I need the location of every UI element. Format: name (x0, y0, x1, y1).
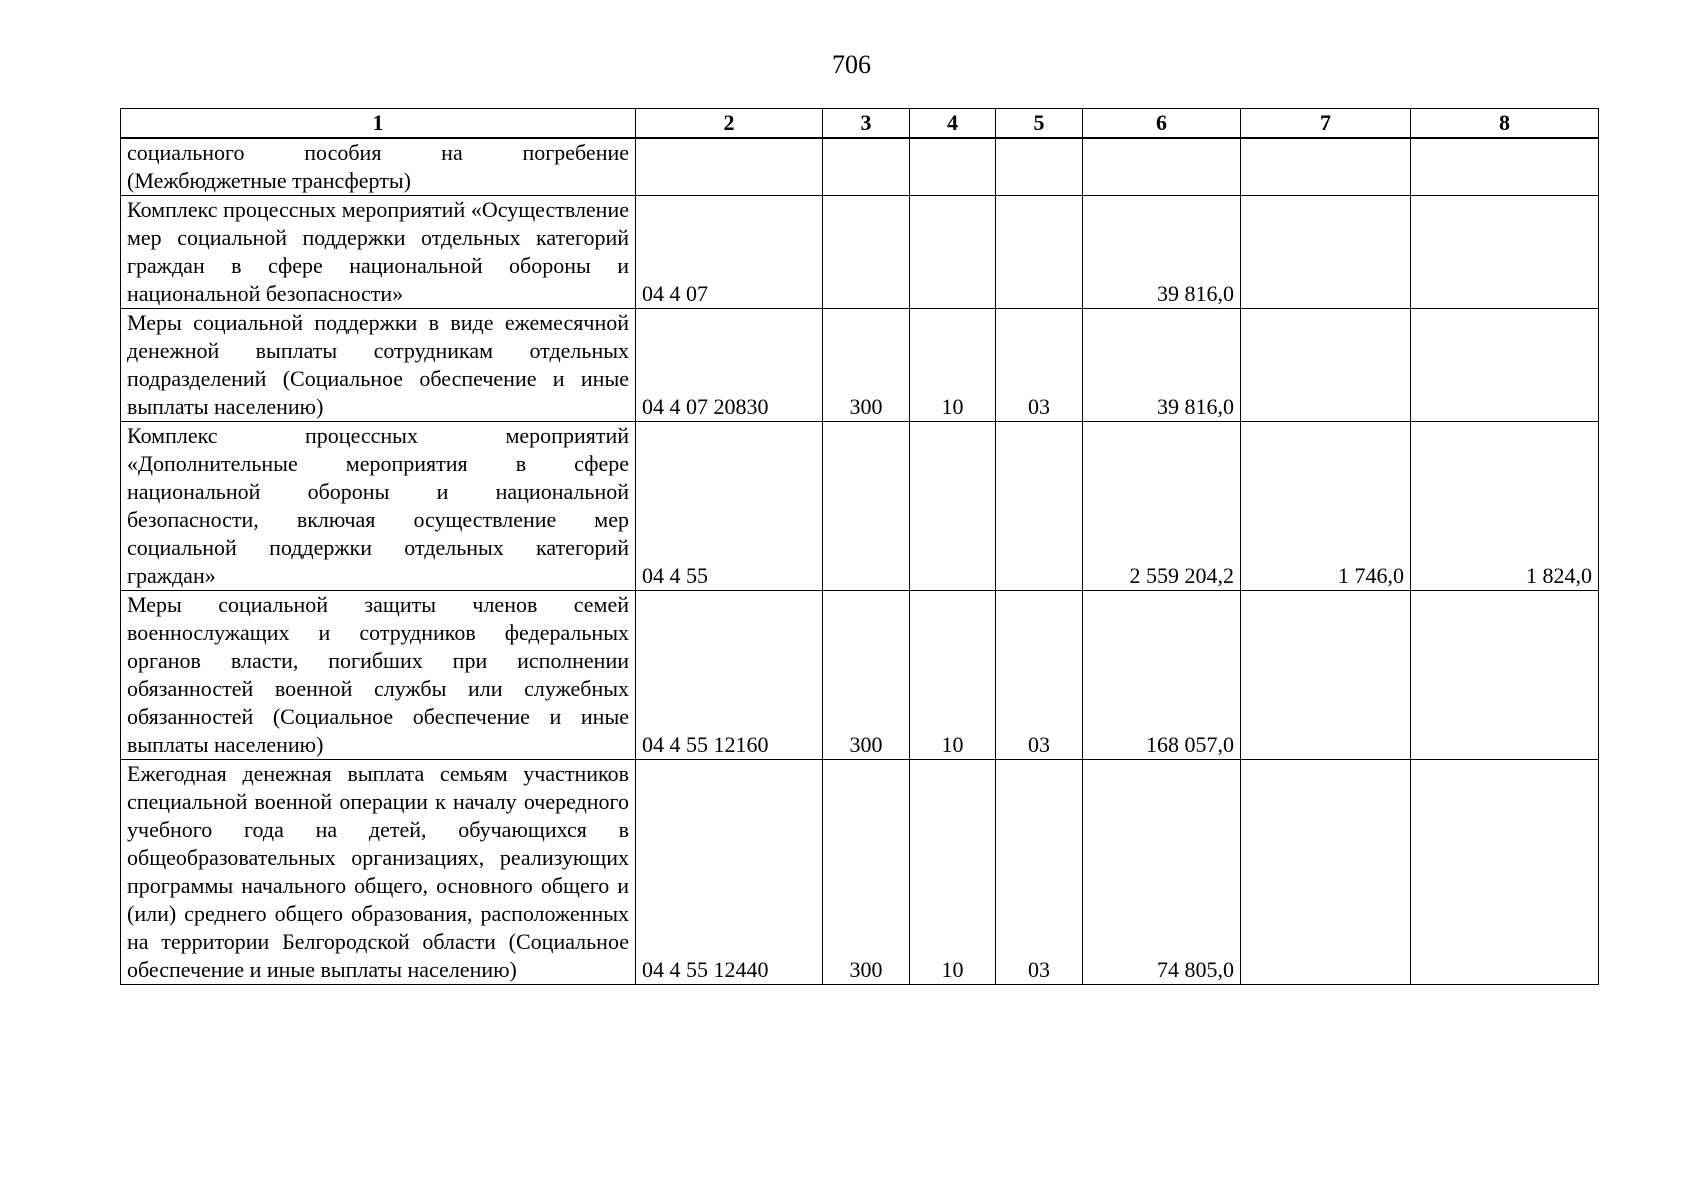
header-col-4: 4 (910, 109, 996, 139)
row-sum-1: 39 816,0 (1083, 196, 1241, 309)
row-sum-2 (1241, 309, 1411, 422)
row-name: Меры социальной защиты членов семей военнослужащих и сотрудников федеральных органов власти, погибших при исполнении обязанностей военной службы или служебных обязанностей (Социальное обеспечение и иные выплаты населению) (121, 591, 636, 760)
row-sum-3 (1411, 196, 1599, 309)
row-pr (996, 196, 1083, 309)
row-sum-1 (1083, 138, 1241, 196)
row-rz: 10 (910, 591, 996, 760)
row-sum-2 (1241, 196, 1411, 309)
table-row (121, 309, 1599, 422)
header-col-8: 8 (1411, 109, 1599, 139)
row-pr (996, 138, 1083, 196)
table-row (121, 591, 1599, 760)
row-name: Комплекс процессных мероприятий «Осуществление мер социальной поддержки отдельных категорий граждан в сфере национальной обороны и национальной безопасности» (121, 196, 636, 309)
row-name: Комплекс процессных мероприятий «Дополнительные мероприятия в сфере национальной обороны и национальной безопасности, включая осуществление мер социальной поддержки отдельных категорий граждан» (121, 422, 636, 591)
header-col-3: 3 (823, 109, 910, 139)
row-vr (823, 422, 910, 591)
row-rz (910, 422, 996, 591)
row-code: 04 4 55 12160 (636, 591, 823, 760)
header-col-6: 6 (1083, 109, 1241, 139)
header-col-2: 2 (636, 109, 823, 139)
row-sum-3 (1411, 760, 1599, 985)
row-code (636, 138, 823, 196)
row-pr: 03 (996, 591, 1083, 760)
row-pr (996, 422, 1083, 591)
row-rz (910, 138, 996, 196)
row-vr (823, 196, 910, 309)
row-pr: 03 (996, 309, 1083, 422)
row-sum-3 (1411, 309, 1599, 422)
header-row (121, 109, 1599, 139)
row-rz: 10 (910, 760, 996, 985)
row-code: 04 4 55 12440 (636, 760, 823, 985)
row-sum-1: 74 805,0 (1083, 760, 1241, 985)
row-vr: 300 (823, 309, 910, 422)
row-rz (910, 196, 996, 309)
table-row (121, 760, 1599, 985)
row-name: Меры социальной поддержки в виде ежемесячной денежной выплаты сотрудникам отдельных подразделений (Социальное обеспечение и иные выплаты населению) (121, 309, 636, 422)
row-sum-1: 39 816,0 (1083, 309, 1241, 422)
budget-table (120, 108, 1599, 985)
row-code: 04 4 07 20830 (636, 309, 823, 422)
row-name: Ежегодная денежная выплата семьям участников специальной военной операции к началу очередного учебного года на детей, обучающихся в общеобразовательных организациях, реализующих программы начального общего, основного общего и (или) среднего общего образования, расположенных на территории Белгородской области (Социальное обеспечение и иные выплаты населению) (121, 760, 636, 985)
row-sum-2 (1241, 138, 1411, 196)
row-rz: 10 (910, 309, 996, 422)
row-sum-1: 168 057,0 (1083, 591, 1241, 760)
page-number: 706 (832, 50, 871, 79)
row-sum-2 (1241, 591, 1411, 760)
row-pr: 03 (996, 760, 1083, 985)
header-col-5: 5 (996, 109, 1083, 139)
row-vr: 300 (823, 591, 910, 760)
row-name: социального пособия на погребение (Межбюджетные трансферты) (121, 138, 636, 196)
row-code: 04 4 55 (636, 422, 823, 591)
row-sum-3: 1 824,0 (1411, 422, 1599, 591)
row-code: 04 4 07 (636, 196, 823, 309)
table-row (121, 138, 1599, 196)
header-col-7: 7 (1241, 109, 1411, 139)
row-vr: 300 (823, 760, 910, 985)
row-sum-1: 2 559 204,2 (1083, 422, 1241, 591)
row-sum-2 (1241, 760, 1411, 985)
table-row (121, 422, 1599, 591)
row-sum-2: 1 746,0 (1241, 422, 1411, 591)
row-sum-3 (1411, 591, 1599, 760)
row-sum-3 (1411, 138, 1599, 196)
table-row (121, 196, 1599, 309)
header-col-1: 1 (121, 109, 636, 139)
row-vr (823, 138, 910, 196)
